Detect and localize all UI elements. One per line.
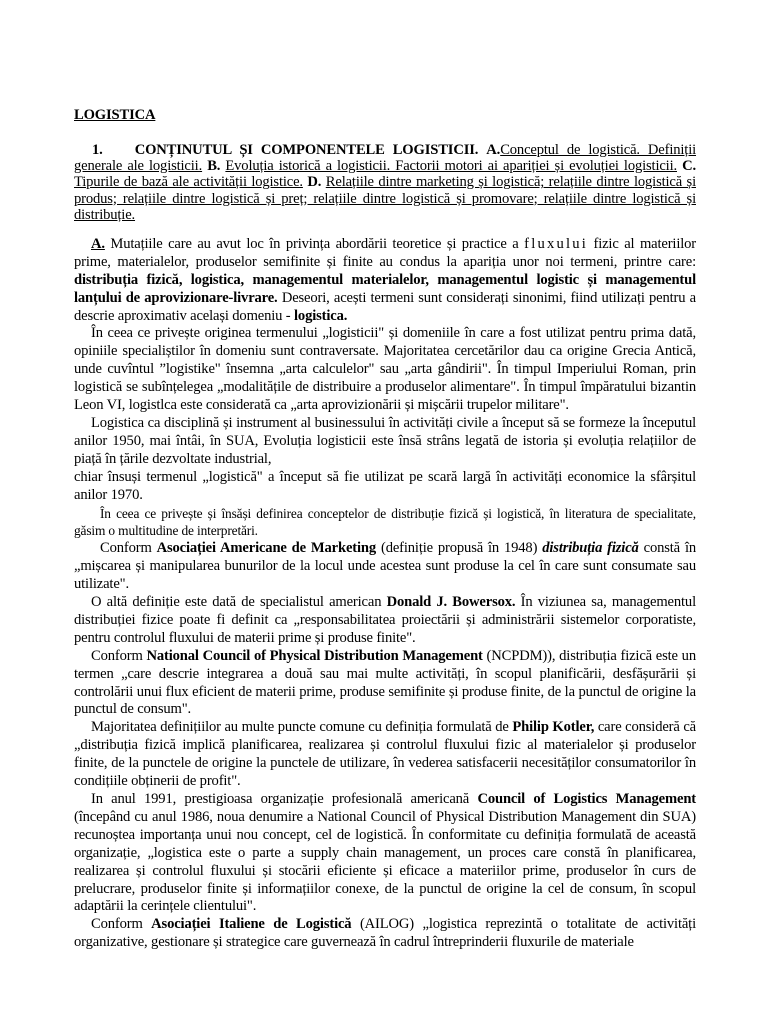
paragraph-bowersox-name: Donald J. Bowersox. xyxy=(386,594,516,611)
paragraph-a-text-2: fizic al materiilor prime, materialelor, produselor semifinite și finite au condus la apariția unor noi termeni, printre care: xyxy=(74,235,696,270)
section-a-label: A. xyxy=(486,141,501,158)
section-b-label: B. xyxy=(207,158,221,175)
paragraph-ama-org: Asociației Americane de Marketing xyxy=(156,540,377,557)
chapter-contents xyxy=(74,142,696,223)
paragraph-a-label: A. xyxy=(91,235,105,252)
paragraph-kotler-text-2: care consideră că „distribuția fizică implică planificarea, realizarea și controlul fluxului fizic al materialelor și produselor finite, de la punctele de origine la punctele de utilizare, în vederea satisfacerii necesităților consumatorilor în condițiile obținerii de profit". xyxy=(74,719,697,790)
document-title: LOGISTICA xyxy=(74,107,156,123)
paragraph-ncpdm-text-2: (NCPDM)), distribuția fizică este un termen „care descrie integrarea a două sau mai multe activități, în scopul planificării, desfășurării și controlării unui flux eficient de materii prime, produse semifinite și produse finite, de la punctul de origine la punctul de consum". xyxy=(74,647,696,718)
paragraph-definitions-intro: În ceea ce privește și însăși definirea conceptelor de distribuție fizică și logistică, în literatura de specialitate, găsim o multitudine de interpretări. xyxy=(74,505,696,539)
paragraph-ailog xyxy=(74,916,696,952)
paragraph-clm-text-2: (începând cu anul 1986, noua denumire a National Council of Physical Distribution Management din SUA) recunoștea importanța unui nou concept, cel de logistică. În conformitate cu definiția formulată de această organizație, „logistica este o parte a supply chain management, un proces care constă în planificarea, realizarea și controlul fluxului și stocării eficiente și eficace a materiilor prime, produselor în curs de prelucrare, produselor finite și informațiilor conexe, de la punctul de origine la cel de consum, în scopul adaptării la cerințele clientului". xyxy=(74,808,696,915)
paragraph-ailog-text-2: (AILOG) „logistica reprezintă o totalitate de activități organizative, gestionare și strategice care guvernează în cadrul întreprinderii fluxurile de materiale xyxy=(74,916,696,951)
paragraph-clm-text-1: In anul 1991, prestigioasa organizație profesională americană xyxy=(91,791,478,808)
paragraph-a xyxy=(74,236,696,326)
paragraph-bowersox xyxy=(74,594,696,648)
paragraph-ncpdm xyxy=(74,648,696,720)
paragraph-discipline: Logistica ca disciplină și instrument al businessului în activități civile a început să se formeze la începutul anilor 1950, mai întâi, în SUA, Evoluția logisticii este însă strâns legată de istoria și evoluția relațiilor de piață în țările dezvoltate industrial, xyxy=(74,414,696,467)
paragraph-a-spaced-word: fluxului xyxy=(524,235,588,252)
chapter-number: 1. xyxy=(92,141,103,158)
paragraph-ama-text-1: Conform xyxy=(100,540,157,557)
paragraph-ailog-text-1: Conform xyxy=(91,916,152,933)
paragraph-ama-text-2: (definiție propusă în 1948) xyxy=(376,540,543,557)
paragraph-kotler-name: Philip Kotler, xyxy=(512,719,595,736)
paragraph-a-terms: distribuția fizică, logistica, managementul materialelor, managementul logistic și managementul lanțului de aprovizionare-livrare. xyxy=(74,271,696,306)
section-a-title: Conceptul de logistică. Definiții generale ale logisticii. xyxy=(74,141,697,175)
paragraph-ailog-org: Asociației Italiene de Logistică xyxy=(151,916,352,933)
paragraph-kotler-text-1: Majoritatea definițiilor au multe puncte comune cu definiția formulată de xyxy=(91,719,513,736)
paragraph-kotler xyxy=(74,719,696,791)
paragraph-ncpdm-org: National Council of Physical Distribution Management xyxy=(146,647,483,664)
paragraph-ama xyxy=(74,540,696,594)
section-c-title: Tipurile de bază ale activității logistice. xyxy=(74,174,303,191)
paragraph-clm xyxy=(74,791,696,916)
section-c-label: C. xyxy=(682,158,696,175)
paragraph-clm-org: Council of Logistics Management xyxy=(477,791,697,808)
paragraph-ncpdm-text-1: Conform xyxy=(91,647,147,664)
paragraph-ama-term: distribuția fizică xyxy=(542,540,639,557)
chapter-heading: CONȚINUTUL ȘI COMPONENTELE LOGISTICII. xyxy=(134,141,479,158)
section-d-title: Relațiile dintre marketing și logistică; relațiile dintre logistică și produs; relațiile dintre logistică și preț; relațiile dintre logistică și promovare; relațiile dintre logistică și distribuție. xyxy=(74,174,696,223)
paragraph-a-text-1: Mutațiile care au avut loc în privința abordării teoretice și practice a xyxy=(104,235,525,252)
section-d-label: D. xyxy=(307,174,322,191)
paragraph-bowersox-text-2: În viziunea sa, managementul distribuției fizice poate fi definit ca „responsabilitatea proiectării și administrării sistemelor corporatiste, pentru controlul fluxului de materii prime și produse finite". xyxy=(74,594,696,646)
paragraph-bowersox-text-1: O altă definiție este dată de specialistul american xyxy=(91,594,387,611)
document-page xyxy=(74,107,696,952)
paragraph-ama-text-3: constă în „mișcarea și manipularea bunurilor de la locul unde acestea sunt produse la cel în care sunt consumate sau utilizate". xyxy=(74,540,696,593)
section-b-title: Evoluția istorică a logisticii. Factorii motori ai apariției și evoluției logisticii. xyxy=(225,158,677,175)
paragraph-origin: În ceea ce privește originea termenului „logisticii" și domeniile în care a fost utilizat pentru prima dată, opiniile specialiștilor în domeniu sunt contraversate. Majoritatea cercetărilor dau ca origine Grecia Antică, unde cuvîntul ”logistike" însemna „arta calculelor" sau „arta gândirii". În timpul Imperiului Roman, prin logistică se subînțelegea „modalitățile de distribuire a produselor alimentare". În timpul împăratului bizantin Leon VI, logistlca este considerată ca „arta aprovizionării și mișcării trupelor militare". xyxy=(74,325,696,414)
paragraph-a-logistica: logistica. xyxy=(294,307,348,324)
paragraph-a-text-3: Deseori, acești termeni sunt considerați sinonimi, fiind utilizați pentru a descrie aproximativ același domeniu - xyxy=(74,289,696,324)
paragraph-term-usage: chiar însuși termenul „logistică" a început să fie utilizat pe scară largă în activități economice la sfârșitul anilor 1970. xyxy=(74,468,696,503)
